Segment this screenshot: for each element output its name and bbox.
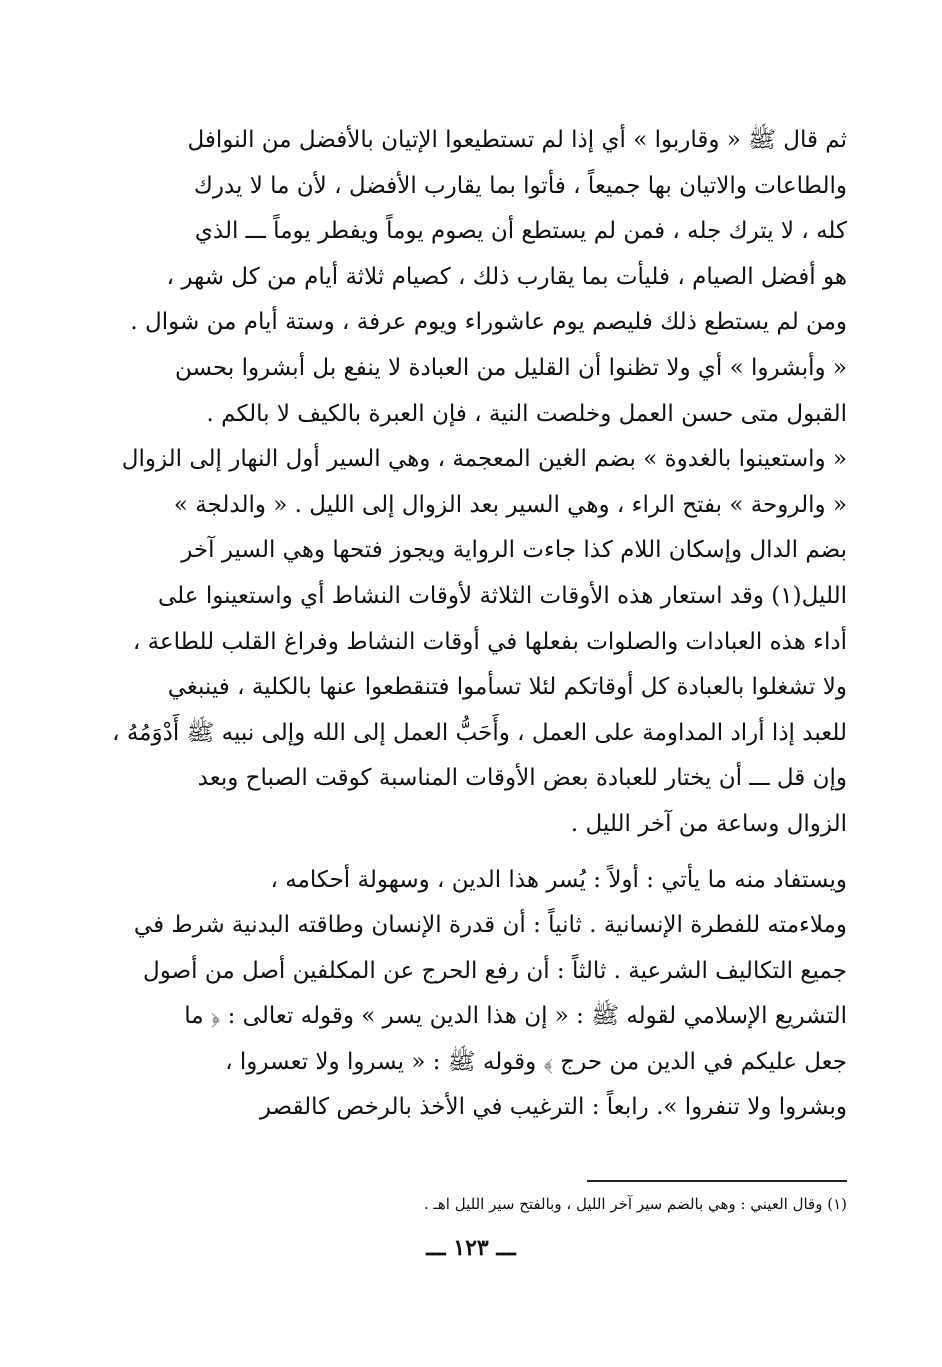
text-line: وبشروا ولا تنفروا ». رابعاً : الترغيب في الأخذ بالرخص كالقصر [259, 1094, 847, 1121]
main-text [95, 118, 847, 1131]
text-line: الليل(١) وقد استعار هذه الأوقات الثلاثة لأوقات النشاط أي واستعينوا على [158, 582, 847, 609]
text-line: « وأبشروا » أي ولا تظنوا أن القليل من العبادة لا ينفع بل أبشروا بحسن [175, 354, 847, 381]
paragraph-gap [95, 848, 847, 858]
footnote-separator [587, 1180, 847, 1182]
text-line: ويستفاد منه ما يأتي : أولاً : يُسر هذا الدين ، وسهولة أحكامه ، [270, 866, 847, 893]
text-line: ولا تشغلوا بالعبادة كل أوقاتكم لئلا تسأموا فتنقطعوا عنها بالكلية ، فينبغي [167, 674, 847, 701]
text-line: هو أفضل الصيام ، فليأت بما يقارب ذلك ، كصيام ثلاثة أيام من كل شهر ، [166, 263, 847, 290]
text-line: وإن قل ـــ أن يختار للعبادة بعض الأوقات المناسبة كوقت الصباح وبعد [197, 765, 847, 792]
text-line: جعل عليكم في الدين من حرج ﴾ وقوله ﷺ : « يسروا ولا تعسروا ، [225, 1048, 847, 1075]
text-line: الزوال وساعة من آخر الليل . [570, 810, 847, 837]
text-line: كله ، لا يترك جله ، فمن لم يستطع أن يصوم يوماً ويفطر يوماً ـــ الذي [194, 218, 847, 245]
text-line: جميع التكاليف الشرعية . ثالثاً : أن رفع الحرج عن المكلفين أصل من أصول [143, 957, 847, 984]
text-line: للعبد إذا أراد المداومة على العمل ، وأَحَبُّ العمل إلى الله وإلى نبيه ﷺ أَدْوَمُهُ ، [112, 719, 847, 746]
text-line: القبول متى حسن العمل وخلصت النية ، فإن العبرة بالكيف لا بالكم . [206, 400, 847, 427]
text-line: ومن لم يستطع ذلك فليصم يوم عاشوراء ويوم عرفة ، وستة أيام من شوال . [130, 309, 847, 336]
text-line: بضم الدال وإسكان اللام كذا جاءت الرواية ويجوز فتحها وهي السير آخر [181, 537, 847, 564]
text-line: « واستعينوا بالغدوة » بضم الغين المعجمة ، وهي السير أول النهار إلى الزوال [121, 446, 847, 473]
text-line: « والروحة » بفتح الراء ، وهي السير بعد الزوال إلى الليل . « والدلجة » [173, 491, 847, 518]
text-line: والطاعات والاتيان بها جميعاً ، فأتوا بما يقارب الأفضل ، لأن ما لا يدرك [193, 172, 847, 199]
page-number: ـــ ١٢٣ ـــ [426, 1235, 516, 1261]
text-line: وملاءمته للفطرة الإنسانية . ثانياً : أن قدرة الإنسان وطاقته البدنية شرط في [133, 912, 847, 939]
footnote: (١) وقال العيني : وهي بالضم سير آخر الليل ، وبالفتح سير الليل اهـ . [423, 1195, 847, 1213]
text-line: أداء هذه العبادات والصلوات بفعلها في أوقات النشاط وفراغ القلب للطاعة ، [132, 628, 847, 655]
text-line: ثم قال ﷺ « وقاربوا » أي إذا لم تستطيعوا الإتيان بالأفضل من النوافل [187, 127, 847, 153]
text-line: التشريع الإسلامي لقوله ﷺ : « إن هذا الدين يسر » وقوله تعالى : ﴿ ما [184, 1003, 847, 1030]
